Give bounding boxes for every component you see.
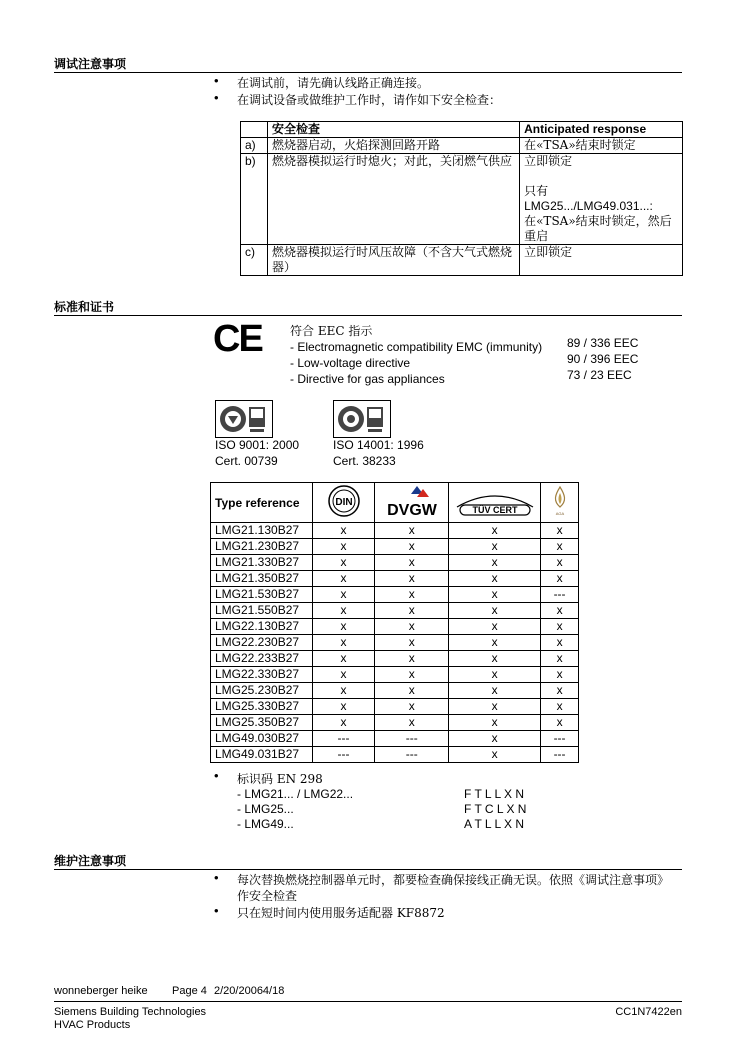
directive-name: - Low-voltage directive [290, 356, 411, 370]
footer-division: HVAC Products [54, 1019, 131, 1031]
approval-cell: x [312, 667, 375, 683]
type-reference-cell: LMG21.230B27 [211, 539, 313, 555]
approval-cell: x [541, 683, 579, 699]
approval-cell: x [312, 683, 375, 699]
table-row [241, 138, 683, 154]
approval-cell: x [375, 571, 449, 587]
approval-cell: x [375, 715, 449, 731]
approval-cell: x [449, 603, 541, 619]
approval-cell: x [375, 619, 449, 635]
iso-9001-cert-logo [215, 400, 273, 438]
approval-cell: x [375, 539, 449, 555]
cert-standard: ISO 14001: 1996 [333, 438, 424, 452]
cert-standard: ISO 9001: 2000 [215, 438, 300, 452]
type-reference-table [210, 482, 579, 763]
table-row [211, 747, 579, 763]
section-title-commissioning: 调试注意事项 [54, 57, 127, 71]
table-row [211, 715, 579, 731]
divider [54, 869, 682, 870]
approval-cell: x [312, 715, 375, 731]
approval-cell: --- [541, 587, 579, 603]
header-anticipated-response: Anticipated response [520, 122, 683, 138]
footer-doc-id: CC1N7422en [615, 1006, 682, 1018]
approval-cell: x [375, 699, 449, 715]
aga-logo [541, 483, 579, 523]
svg-text:DVGW: DVGW [386, 502, 437, 519]
type-reference-cell: LMG21.530B27 [211, 587, 313, 603]
type-reference-cell: LMG25.230B27 [211, 683, 313, 699]
approval-cell: --- [541, 731, 579, 747]
approval-cell: x [449, 555, 541, 571]
approval-cell: x [375, 651, 449, 667]
approval-cell: x [312, 539, 375, 555]
approval-cell: --- [375, 747, 449, 763]
footer-divider [54, 1001, 682, 1002]
approval-cell: x [312, 699, 375, 715]
bullet-text: 在调试设备或做维护工作时，请作如下安全检查： [237, 93, 502, 107]
approval-cell: x [375, 587, 449, 603]
table-row [241, 154, 683, 245]
approval-cell: x [449, 619, 541, 635]
approval-cell: x [375, 603, 449, 619]
type-reference-cell: LMG49.030B27 [211, 731, 313, 747]
row-check: 燃烧器启动，火焰探测回路开路 [267, 138, 519, 154]
approval-cell: --- [312, 747, 375, 763]
approval-cell: x [449, 747, 541, 763]
approval-cell: x [449, 731, 541, 747]
id-code-type: - LMG25... [237, 802, 294, 816]
approval-cell: x [541, 651, 579, 667]
approval-cell: --- [312, 731, 375, 747]
tuv-cert-logo [449, 483, 541, 523]
approval-cell: x [541, 571, 579, 587]
approval-cell: x [449, 699, 541, 715]
eec-title: 符合 EEC 指示 [290, 324, 373, 338]
type-reference-cell: LMG21.550B27 [211, 603, 313, 619]
table-row [211, 603, 579, 619]
svg-text:TÜV CERT: TÜV CERT [472, 505, 518, 515]
row-response: 立即锁定 [520, 245, 683, 276]
approval-cell: x [541, 555, 579, 571]
approval-cell: x [449, 587, 541, 603]
type-reference-cell: LMG21.130B27 [211, 523, 313, 539]
approval-cell: x [312, 587, 375, 603]
approval-cell: x [375, 555, 449, 571]
svg-text:AGA: AGA [555, 511, 564, 516]
bullet-icon: • [214, 90, 219, 105]
footer-company: Siemens Building Technologies [54, 1006, 207, 1018]
ce-mark-logo: CE [213, 318, 262, 360]
type-reference-cell: LMG22.230B27 [211, 635, 313, 651]
type-reference-cell: LMG21.350B27 [211, 571, 313, 587]
safety-check-table [240, 121, 683, 276]
bullet-icon: • [214, 870, 219, 885]
table-row [211, 587, 579, 603]
approval-cell: x [375, 683, 449, 699]
type-reference-cell: LMG22.330B27 [211, 667, 313, 683]
approval-cell: x [541, 667, 579, 683]
approval-cell: x [449, 523, 541, 539]
section-title-maintenance: 维护注意事项 [54, 854, 127, 868]
header-blank [241, 122, 268, 138]
table-row [211, 667, 579, 683]
table-row [241, 245, 683, 276]
row-id: c) [241, 245, 268, 276]
id-code-title: 标识码 EN 298 [237, 772, 323, 786]
type-reference-cell: LMG25.330B27 [211, 699, 313, 715]
approval-cell: x [312, 635, 375, 651]
approval-cell: x [312, 555, 375, 571]
approval-cell: x [375, 667, 449, 683]
divider [54, 315, 682, 316]
approval-cell: x [449, 683, 541, 699]
divider [54, 72, 682, 73]
type-reference-cell: LMG22.130B27 [211, 619, 313, 635]
approval-cell: --- [541, 747, 579, 763]
footer-page: Page 4 [172, 985, 207, 997]
directive-code: 89 / 336 EEC [567, 336, 639, 350]
bullet-text: 作安全检查 [237, 889, 298, 903]
row-response: 立即锁定 只有 LMG25.../LMG49.031...: 在«TSA»结束时锁定，然后 重启 [520, 154, 683, 245]
type-reference-cell: LMG25.350B27 [211, 715, 313, 731]
approval-cell: x [541, 523, 579, 539]
dvgw-logo [375, 483, 449, 523]
row-id: a) [241, 138, 268, 154]
table-row [211, 635, 579, 651]
row-id: b) [241, 154, 268, 245]
table-row [211, 555, 579, 571]
bullet-text: 每次替换燃烧控制器单元时，都要检查确保接线正确无误。依照《调试注意事项》 [237, 873, 670, 887]
approval-cell: x [541, 699, 579, 715]
directive-code: 90 / 396 EEC [567, 352, 639, 366]
svg-text:DIN: DIN [334, 497, 353, 508]
id-code-value: F T L L X N [464, 787, 525, 801]
bullet-icon: • [214, 768, 219, 783]
table-row [211, 699, 579, 715]
type-reference-cell: LMG21.330B27 [211, 555, 313, 571]
table-row [211, 539, 579, 555]
table-header-row [241, 122, 683, 138]
approval-cell: x [449, 571, 541, 587]
approval-cell: x [449, 715, 541, 731]
approval-cell: x [449, 651, 541, 667]
approval-cell: x [541, 539, 579, 555]
table-row [211, 571, 579, 587]
table-row [211, 683, 579, 699]
approval-cell: --- [375, 731, 449, 747]
approval-cell: x [449, 539, 541, 555]
table-row [211, 731, 579, 747]
bullet-icon: • [214, 903, 219, 918]
bullet-text: 只在短时间内使用服务适配器 KF8872 [237, 906, 445, 920]
table-row [211, 619, 579, 635]
approval-cell: x [375, 635, 449, 651]
approval-cell: x [541, 635, 579, 651]
approval-cell: x [312, 523, 375, 539]
section-title-standards: 标准和证书 [54, 300, 115, 314]
approval-cell: x [375, 523, 449, 539]
id-code-type: - LMG49... [237, 817, 294, 831]
footer-author: wonneberger heike [54, 985, 148, 997]
type-reference-cell: LMG22.233B27 [211, 651, 313, 667]
approval-cell: x [312, 603, 375, 619]
approval-cell: x [449, 635, 541, 651]
cert-number: Cert. 00739 [215, 454, 278, 468]
table-row [211, 523, 579, 539]
directive-code: 73 / 23 EEC [567, 368, 632, 382]
bullet-text: 在调试前，请先确认线路正确连接。 [237, 76, 430, 90]
directive-name: - Directive for gas appliances [290, 372, 445, 386]
approval-cell: x [541, 603, 579, 619]
approval-cell: x [312, 651, 375, 667]
din-logo [312, 483, 375, 523]
bullet-icon: • [214, 73, 219, 88]
footer-date: 2/20/20064/18 [214, 985, 285, 997]
approval-cell: x [449, 667, 541, 683]
table-row [211, 651, 579, 667]
id-code-type: - LMG21... / LMG22... [237, 787, 354, 801]
header-safety-check: 安全检查 [267, 122, 519, 138]
type-reference-cell: LMG49.031B27 [211, 747, 313, 763]
approval-cell: x [541, 715, 579, 731]
cert-number: Cert. 38233 [333, 454, 396, 468]
table-header-row [211, 483, 579, 523]
id-code-value: A T L L X N [464, 817, 525, 831]
approval-cell: x [312, 619, 375, 635]
directive-name: - Electromagnetic compatibility EMC (immunity) [290, 340, 543, 354]
row-check: 燃烧器模拟运行时熄火；对此，关闭燃气供应 [267, 154, 519, 245]
row-check: 燃烧器模拟运行时风压故障（不含大气式燃烧 器） [267, 245, 519, 276]
row-response: 在«TSA»结束时锁定 [520, 138, 683, 154]
iso-14001-cert-logo [333, 400, 391, 438]
header-type-reference: Type reference [211, 483, 313, 523]
approval-cell: x [541, 619, 579, 635]
approval-cell: x [312, 571, 375, 587]
id-code-value: F T C L X N [464, 802, 527, 816]
